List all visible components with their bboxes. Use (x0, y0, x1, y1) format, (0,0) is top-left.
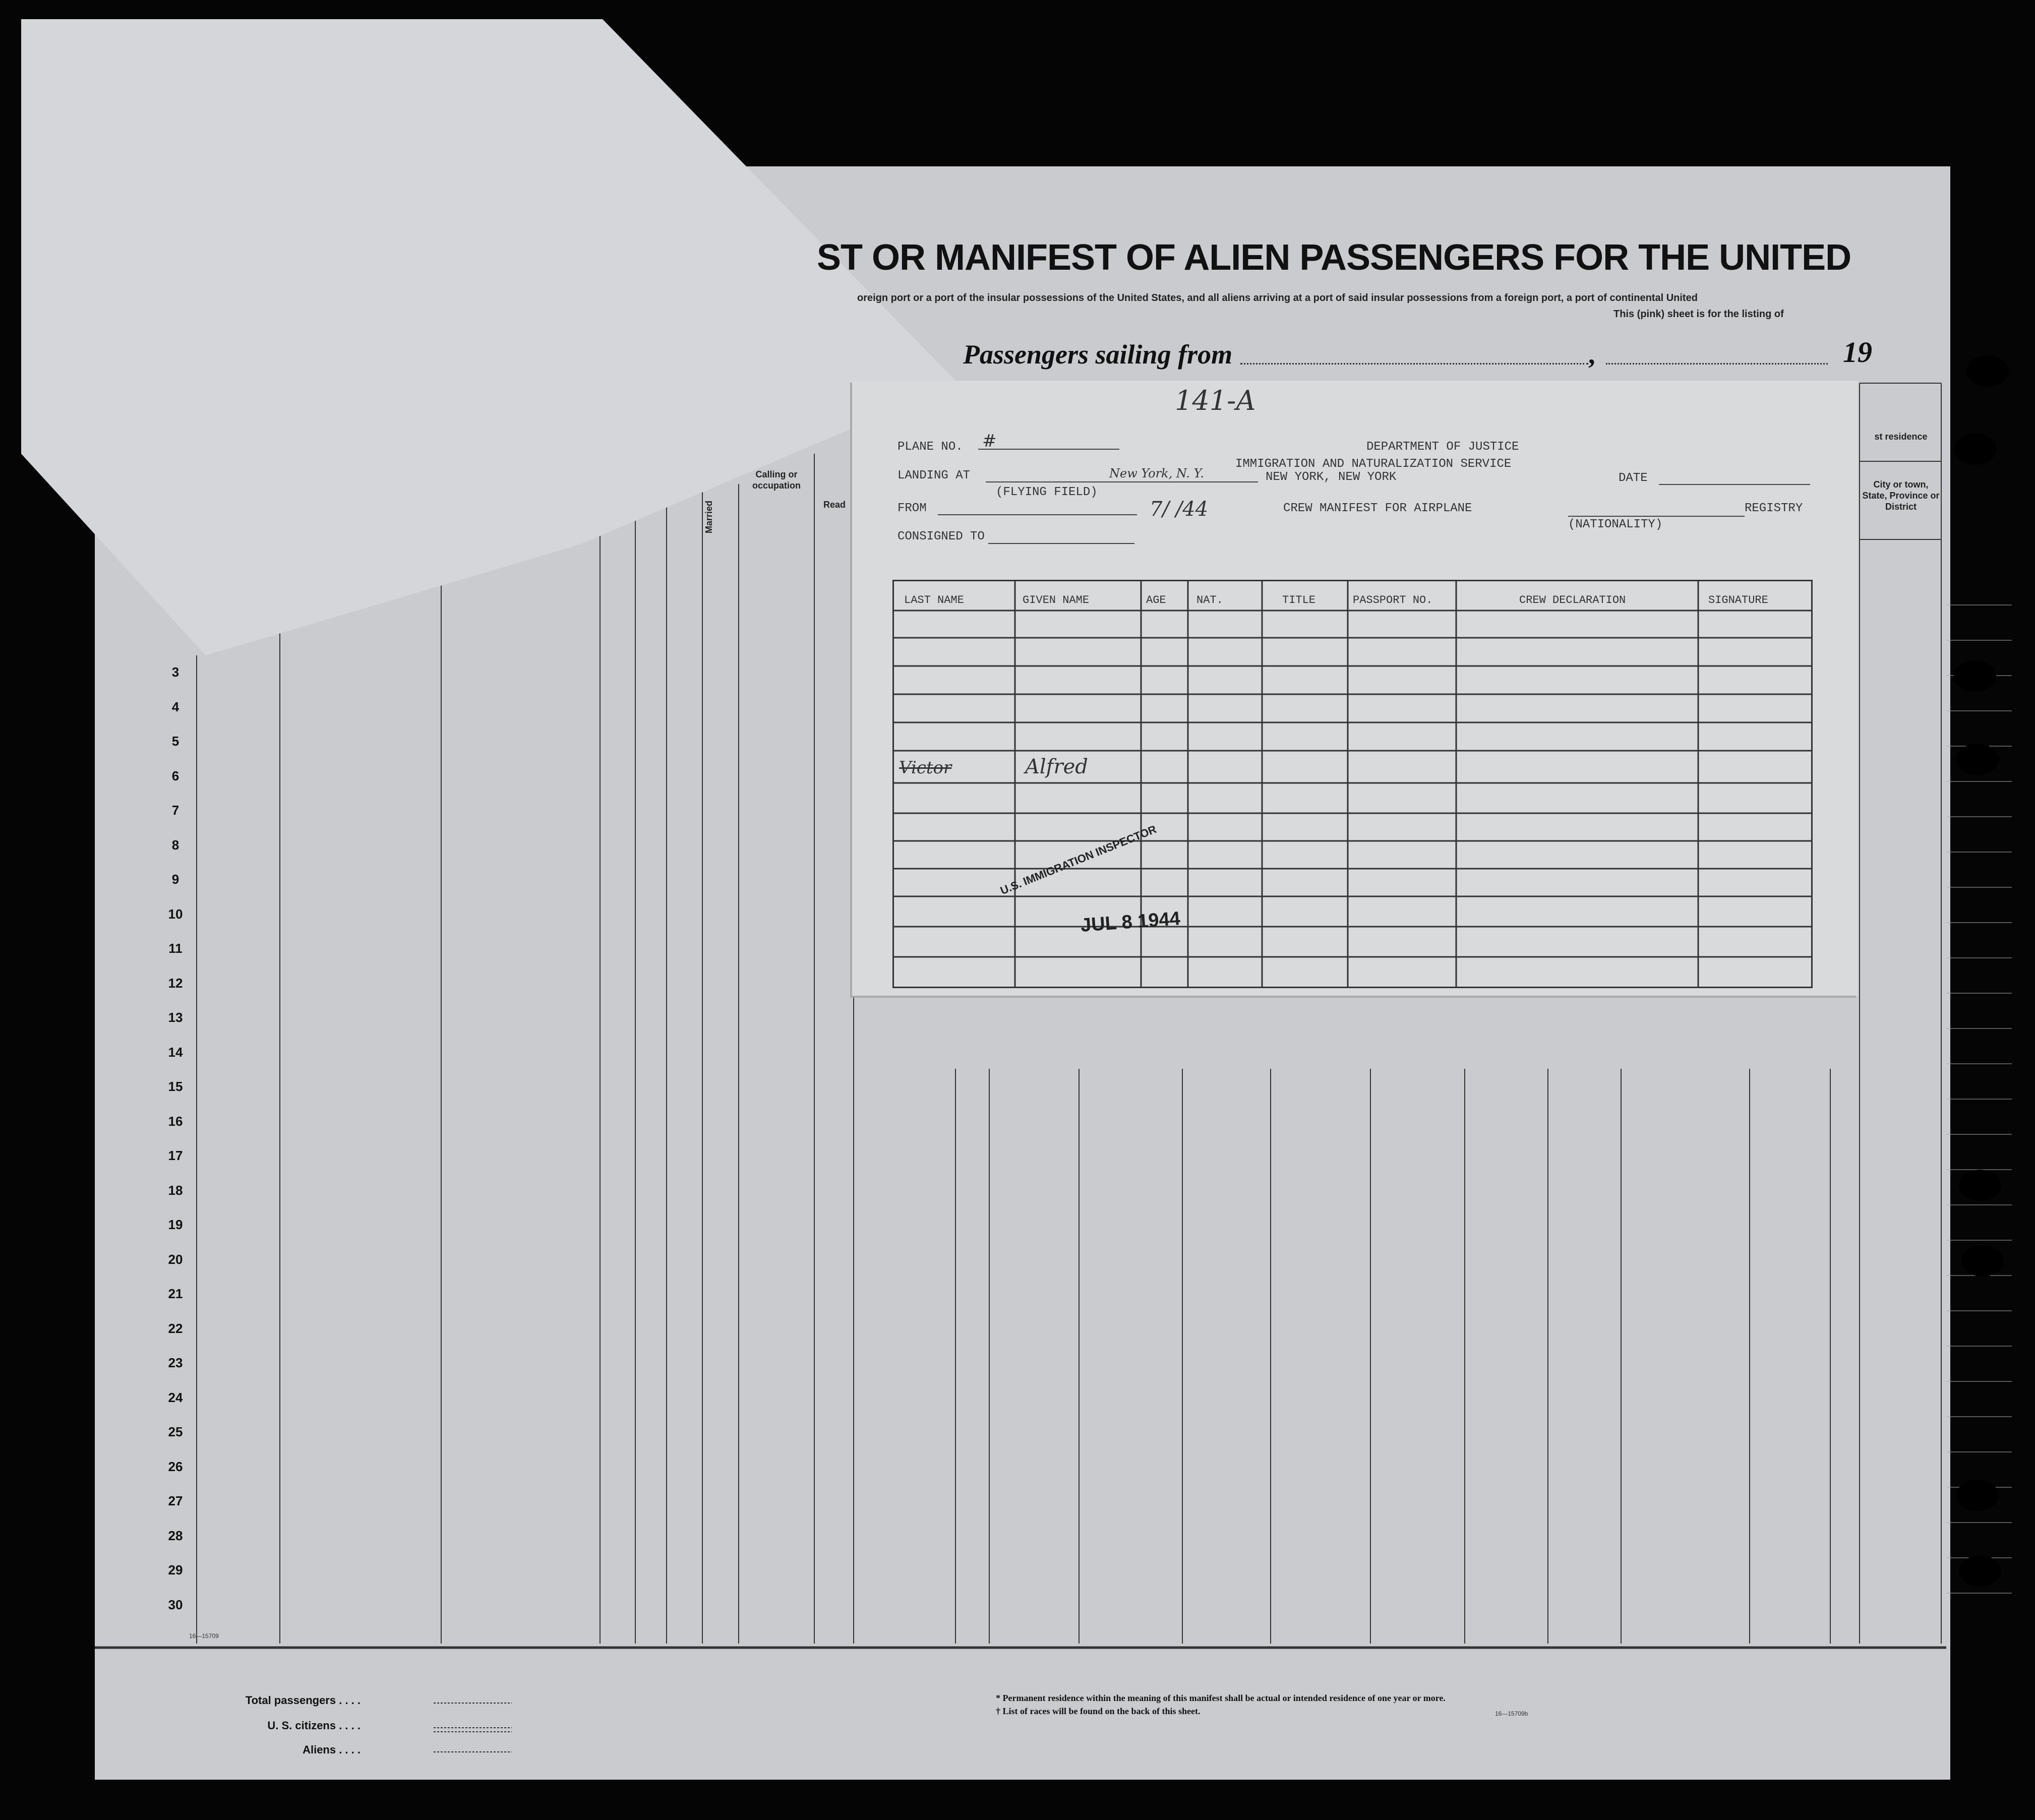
consigned-to-label: CONSIGNED TO (897, 530, 985, 543)
header-last-name: LAST NAME (904, 594, 964, 606)
crew-manifest-sheet (852, 381, 1858, 996)
row-number: 9 (171, 872, 179, 887)
row-number: 8 (171, 837, 179, 853)
immigration-stamp: U.S. IMMIGRATION INSPECTOR (998, 822, 1159, 897)
binder-hole (1954, 660, 1996, 692)
department-label: DEPARTMENT OF JUSTICE (1366, 440, 1519, 454)
header-age: AGE (1146, 594, 1166, 606)
binder-hole (1966, 355, 2009, 387)
header-passport-no: PASSPORT NO. (1353, 594, 1433, 606)
manifest-subtitle: oreign port or a port of the insular possessions of the United States, and all aliens arriving at a port of said insular possessions from a foreign port, a port of continental United (857, 292, 1698, 304)
registry-label: REGISTRY (1745, 502, 1803, 515)
row-number: 28 (168, 1528, 183, 1543)
sailing-port-line (1240, 363, 1588, 365)
plane-no-line (978, 449, 1119, 450)
binder-hole (1956, 744, 1999, 775)
row-number: 5 (171, 734, 179, 749)
row-number: 22 (168, 1320, 183, 1336)
plane-no-value: # (982, 431, 997, 451)
binder-hole (1954, 434, 1996, 465)
aliens-label: Aliens . . . . (303, 1743, 361, 1756)
occupation-heading: Calling or occupation (752, 469, 801, 491)
entry-last-name: Victor (899, 758, 952, 778)
binder-hole (1956, 1480, 1999, 1511)
row-number: 10 (168, 906, 183, 922)
row-number: 30 (168, 1597, 183, 1612)
row-number: 24 (168, 1389, 183, 1405)
flying-field-label: (FLYING FIELD) (996, 486, 1098, 499)
row-number: 18 (168, 1182, 183, 1198)
row-number: 26 (168, 1459, 183, 1474)
footer-form-number: 16—15709b (1495, 1710, 1528, 1717)
binder-hole (1959, 1170, 2001, 1201)
row-number: 11 (168, 941, 183, 956)
from-line (938, 514, 1137, 515)
from-label: FROM (897, 502, 927, 515)
races-footnote: † List of races will be found on the back of this sheet. (996, 1706, 1201, 1716)
row-number: 21 (168, 1286, 183, 1301)
row-number: 15 (168, 1079, 183, 1094)
row-number: 23 (168, 1355, 183, 1370)
landing-at-value: New York, N. Y. (1109, 466, 1204, 480)
row-number: 25 (168, 1424, 183, 1439)
landing-at-line (986, 481, 1258, 482)
consigned-to-line (988, 543, 1134, 544)
handwritten-number: 141-A (1175, 385, 1256, 416)
plane-no-label: PLANE NO. (897, 440, 963, 454)
row-number: 13 (168, 1010, 183, 1025)
sailing-from-label: Passengers sailing from (963, 339, 1233, 370)
city-label: NEW YORK, NEW YORK (1266, 470, 1397, 484)
header-nat: NAT. (1196, 594, 1223, 606)
row-number: 3 (171, 664, 179, 680)
manifest-title: ST OR MANIFEST OF ALIEN PASSENGERS FOR THE UNITED (817, 237, 1851, 278)
landing-at-label: LANDING AT (897, 469, 971, 482)
nationality-line (1568, 516, 1745, 517)
manifest-subtitle-2: This (pink) sheet is for the listing of (1613, 309, 1784, 320)
row-number: 6 (171, 768, 179, 783)
sailing-year: 19 (1843, 336, 1872, 369)
binder-hole (1959, 1555, 2001, 1587)
row-number: 16 (168, 1113, 183, 1129)
row-number: 7 (171, 803, 179, 818)
sailing-comma: , (1588, 339, 1595, 370)
total-passengers-label: Total passengers . . . . (245, 1694, 361, 1707)
binder-hole (1961, 1245, 2004, 1277)
city-province-heading: City or town, State, Province or District (1862, 479, 1940, 512)
date-line (1659, 484, 1810, 485)
read-heading: Read (823, 500, 846, 510)
crew-table-lines (894, 581, 1812, 987)
service-label: IMMIGRATION AND NATURALIZATION SERVICE (1235, 457, 1512, 471)
row-number: 29 (168, 1562, 183, 1578)
stamp-date: JUL 8 1944 (1080, 908, 1181, 936)
row-number: 4 (171, 699, 179, 714)
row-number: 12 (168, 975, 183, 991)
header-title: TITLE (1282, 594, 1316, 606)
permanent-residence-heading: st residence (1874, 432, 1928, 442)
header-crew-declaration: CREW DECLARATION (1519, 594, 1626, 606)
crew-table (892, 580, 1813, 988)
row-number: 27 (168, 1493, 183, 1508)
row-number: 17 (168, 1148, 183, 1163)
header-signature: SIGNATURE (1708, 594, 1768, 606)
sailing-date-line (1606, 363, 1828, 365)
us-citizens-label: U. S. citizens . . . . (267, 1719, 361, 1732)
row-number: 14 (168, 1044, 183, 1060)
nationality-label: (NATIONALITY) (1568, 518, 1663, 531)
married-heading: Married (704, 500, 714, 533)
permanent-residence-footnote: * Permanent residence within the meaning of this manifest shall be actual or intended residence of one year or more. (996, 1693, 1446, 1703)
entry-given-name: Alfred (1025, 755, 1088, 778)
crew-manifest-title: CREW MANIFEST FOR AIRPLANE (1283, 502, 1472, 515)
bottom-form-number: 16—15709 (189, 1632, 219, 1640)
from-date: 7/ /44 (1150, 498, 1209, 521)
row-number: 20 (168, 1251, 183, 1267)
row-number: 19 (168, 1217, 183, 1232)
header-given-name: GIVEN NAME (1023, 594, 1090, 606)
date-label: DATE (1619, 471, 1648, 485)
